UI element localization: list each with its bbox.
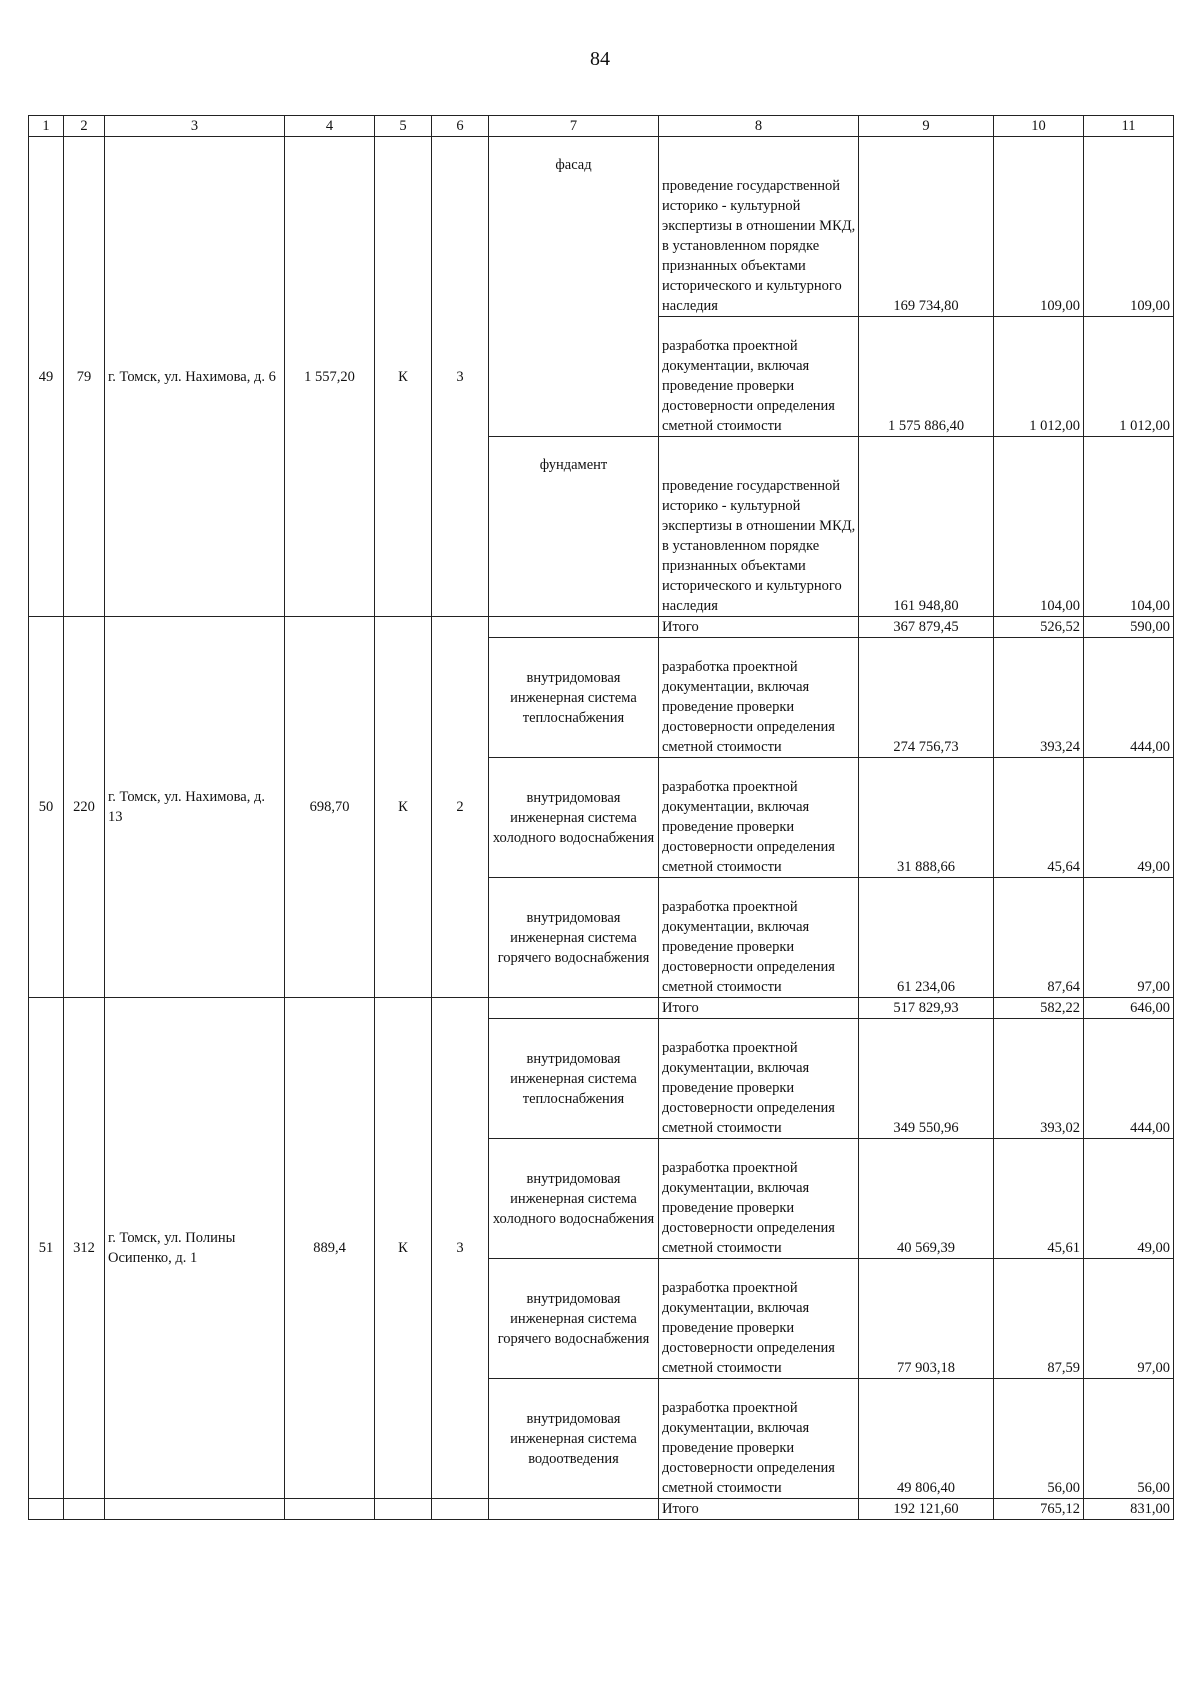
cost: 161 948,80 <box>859 437 994 617</box>
max-cost-per-m2: 104,00 <box>1084 437 1174 617</box>
total-max-cost-per-m2: 646,00 <box>1084 998 1174 1019</box>
house-id: 312 <box>64 998 105 1499</box>
total-label: Итого <box>659 1499 859 1520</box>
type: К <box>375 617 432 998</box>
work-description: разработка проектной документации, включая проведение проверки достоверности определения сметной стоимости <box>659 758 859 878</box>
total-cost-per-m2: 582,22 <box>994 998 1084 1019</box>
work-description: разработка проектной документации, включая проведение проверки достоверности определения сметной стоимости <box>659 638 859 758</box>
element-name: внутридомовая инженерная система теплоснабжения <box>489 638 659 758</box>
type: К <box>375 137 432 617</box>
element-name: внутридомовая инженерная система холодного водоснабжения <box>489 1139 659 1259</box>
work-description: разработка проектной документации, включая проведение проверки достоверности определения сметной стоимости <box>659 878 859 998</box>
work-description: разработка проектной документации, включая проведение проверки достоверности определения сметной стоимости <box>659 317 859 437</box>
max-cost-per-m2: 97,00 <box>1084 1259 1174 1379</box>
max-cost-per-m2: 49,00 <box>1084 1139 1174 1259</box>
col-header: 10 <box>994 116 1084 137</box>
total-cost-per-m2: 765,12 <box>994 1499 1084 1520</box>
total-cost: 517 829,93 <box>859 998 994 1019</box>
cost-per-m2: 56,00 <box>994 1379 1084 1499</box>
work-description: проведение государственной историко - культурной экспертизы в отношении МКД, в установленном порядке признанных объектами исторического и культурного наследия <box>659 437 859 617</box>
count: 3 <box>432 137 489 617</box>
work-description: проведение государственной историко - культурной экспертизы в отношении МКД, в установленном порядке признанных объектами исторического и культурного наследия <box>659 137 859 317</box>
col-header: 9 <box>859 116 994 137</box>
row-number: 50 <box>29 617 64 998</box>
total-cost: 367 879,45 <box>859 617 994 638</box>
cost: 349 550,96 <box>859 1019 994 1139</box>
address: г. Томск, ул. Полины Осипенко, д. 1 <box>105 998 285 1499</box>
element-name: внутридомовая инженерная система водоотведения <box>489 1379 659 1499</box>
col-header: 2 <box>64 116 105 137</box>
cost: 1 575 886,40 <box>859 317 994 437</box>
max-cost-per-m2: 56,00 <box>1084 1379 1174 1499</box>
cost-per-m2: 45,61 <box>994 1139 1084 1259</box>
empty-cell <box>64 1499 105 1520</box>
cost: 61 234,06 <box>859 878 994 998</box>
row-number: 49 <box>29 137 64 617</box>
total-label: Итого <box>659 617 859 638</box>
max-cost-per-m2: 97,00 <box>1084 878 1174 998</box>
cost: 40 569,39 <box>859 1139 994 1259</box>
total-cost: 192 121,60 <box>859 1499 994 1520</box>
house-id: 220 <box>64 617 105 998</box>
house-id: 79 <box>64 137 105 617</box>
max-cost-per-m2: 109,00 <box>1084 137 1174 317</box>
work-description: разработка проектной документации, включая проведение проверки достоверности определения сметной стоимости <box>659 1379 859 1499</box>
col-header: 1 <box>29 116 64 137</box>
total-row <box>29 617 1174 638</box>
cost-per-m2: 393,24 <box>994 638 1084 758</box>
cost: 49 806,40 <box>859 1379 994 1499</box>
cost-per-m2: 109,00 <box>994 137 1084 317</box>
col-header: 3 <box>105 116 285 137</box>
col-header: 7 <box>489 116 659 137</box>
area: 1 557,20 <box>285 137 375 617</box>
table-row <box>29 137 1174 317</box>
cost-per-m2: 393,02 <box>994 1019 1084 1139</box>
col-header: 6 <box>432 116 489 137</box>
area: 889,4 <box>285 998 375 1499</box>
type: К <box>375 998 432 1499</box>
empty-cell <box>489 617 659 638</box>
col-header: 5 <box>375 116 432 137</box>
empty-cell <box>285 1499 375 1520</box>
element-name: фундамент <box>489 437 659 617</box>
address: г. Томск, ул. Нахимова, д. 6 <box>105 137 285 617</box>
address: г. Томск, ул. Нахимова, д. 13 <box>105 617 285 998</box>
cost-per-m2: 1 012,00 <box>994 317 1084 437</box>
col-header: 4 <box>285 116 375 137</box>
column-number-row <box>29 116 1174 137</box>
cost: 77 903,18 <box>859 1259 994 1379</box>
element-name: внутридомовая инженерная система теплоснабжения <box>489 1019 659 1139</box>
element-name: внутридомовая инженерная система горячего водоснабжения <box>489 1259 659 1379</box>
cost-per-m2: 87,64 <box>994 878 1084 998</box>
cost: 274 756,73 <box>859 638 994 758</box>
element-name: внутридомовая инженерная система горячего водоснабжения <box>489 878 659 998</box>
total-max-cost-per-m2: 590,00 <box>1084 617 1174 638</box>
element-name: внутридомовая инженерная система холодного водоснабжения <box>489 758 659 878</box>
col-header: 8 <box>659 116 859 137</box>
work-description: разработка проектной документации, включая проведение проверки достоверности определения сметной стоимости <box>659 1139 859 1259</box>
empty-cell <box>489 1499 659 1520</box>
area: 698,70 <box>285 617 375 998</box>
capital-repair-table <box>28 115 1174 1520</box>
empty-cell <box>105 1499 285 1520</box>
total-row <box>29 998 1174 1019</box>
max-cost-per-m2: 444,00 <box>1084 1019 1174 1139</box>
total-max-cost-per-m2: 831,00 <box>1084 1499 1174 1520</box>
element-name: фасад <box>489 137 659 437</box>
work-description: разработка проектной документации, включая проведение проверки достоверности определения сметной стоимости <box>659 1019 859 1139</box>
max-cost-per-m2: 444,00 <box>1084 638 1174 758</box>
empty-cell <box>29 1499 64 1520</box>
count: 2 <box>432 617 489 998</box>
cost: 169 734,80 <box>859 137 994 317</box>
empty-cell <box>489 998 659 1019</box>
max-cost-per-m2: 49,00 <box>1084 758 1174 878</box>
cost-per-m2: 104,00 <box>994 437 1084 617</box>
cost: 31 888,66 <box>859 758 994 878</box>
count: 3 <box>432 998 489 1499</box>
cost-per-m2: 87,59 <box>994 1259 1084 1379</box>
page-number: 84 <box>590 48 610 70</box>
total-cost-per-m2: 526,52 <box>994 617 1084 638</box>
empty-cell <box>432 1499 489 1520</box>
col-header: 11 <box>1084 116 1174 137</box>
max-cost-per-m2: 1 012,00 <box>1084 317 1174 437</box>
total-row <box>29 1499 1174 1520</box>
row-number: 51 <box>29 998 64 1499</box>
cost-per-m2: 45,64 <box>994 758 1084 878</box>
work-description: разработка проектной документации, включая проведение проверки достоверности определения сметной стоимости <box>659 1259 859 1379</box>
empty-cell <box>375 1499 432 1520</box>
total-label: Итого <box>659 998 859 1019</box>
